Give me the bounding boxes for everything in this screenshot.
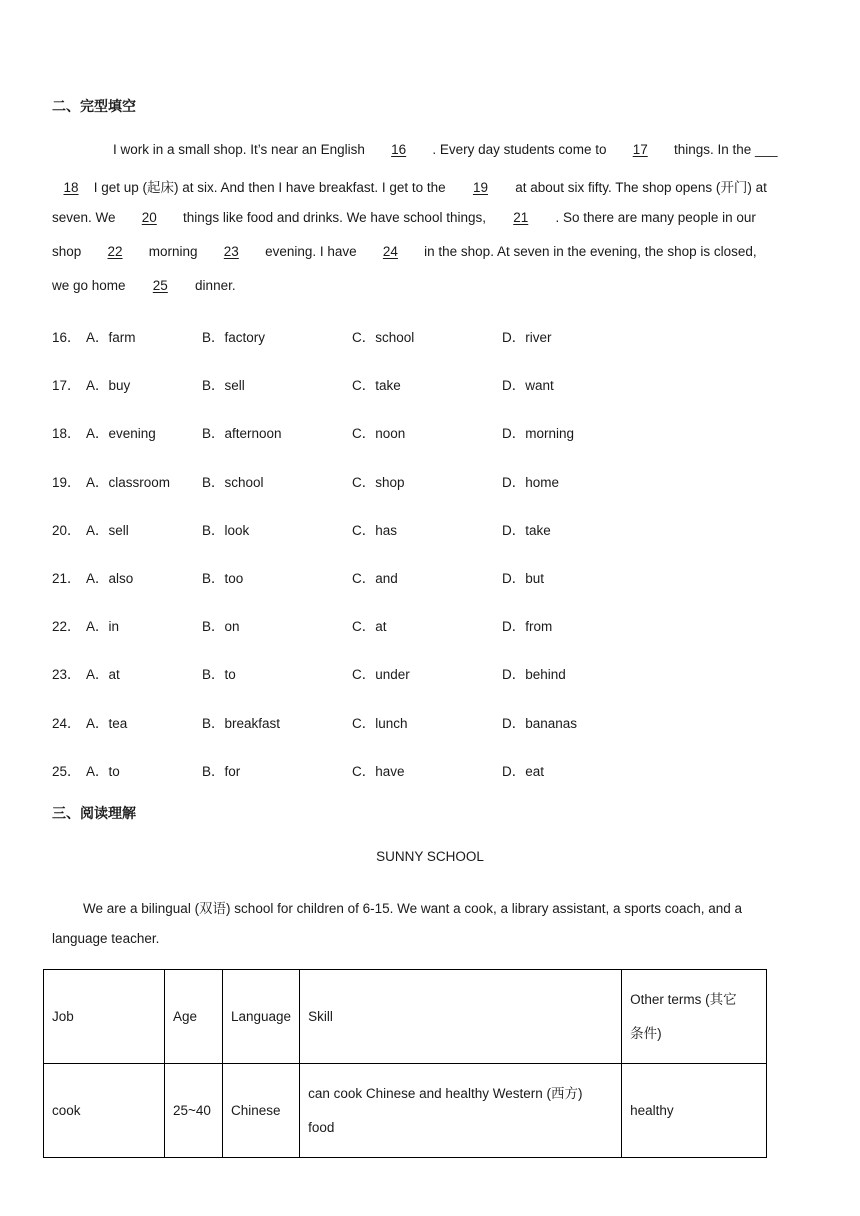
question-number: 24． <box>52 715 81 731</box>
header-job: Job <box>44 970 165 1064</box>
question-row <box>52 374 752 394</box>
option-a: A．at <box>86 667 120 683</box>
reading-title: SUNNY SCHOOL <box>376 849 484 864</box>
option-b: B．afternoon <box>202 426 282 442</box>
header-skill: Skill <box>300 970 622 1064</box>
header-other-terms <box>622 970 767 1064</box>
blank-24: 24 <box>382 244 398 259</box>
cell-other-terms: healthy <box>622 1064 767 1158</box>
question-number: 18． <box>52 426 81 442</box>
option-c: C．shop <box>352 474 405 490</box>
passage-text: morning <box>145 244 202 259</box>
passage-text: shop <box>52 244 86 259</box>
question-number: 25． <box>52 763 81 779</box>
passage-text: . Every day students come to <box>428 142 611 157</box>
cloze-section-heading: 二、完型填空 <box>52 99 136 115</box>
passage-line-1 <box>113 142 778 157</box>
cell-language: Chinese <box>223 1064 300 1158</box>
option-c: C．lunch <box>352 715 408 731</box>
option-c: C．noon <box>352 426 406 442</box>
cell-skill <box>300 1064 622 1158</box>
option-a: A．buy <box>86 378 131 394</box>
option-b: B．school <box>202 474 264 490</box>
question-row <box>52 663 752 683</box>
option-d: D．morning <box>502 426 575 442</box>
option-d: D．from <box>502 619 553 635</box>
table-row <box>44 1064 767 1158</box>
blank-23: 23 <box>223 244 239 259</box>
blank-21: 21 <box>513 210 529 225</box>
passage-text: at about six fifty. The shop opens (开门) at <box>511 180 767 195</box>
option-d: D．home <box>502 474 560 490</box>
reading-intro-line-2: language teacher. <box>52 931 160 946</box>
option-b: B．factory <box>202 330 266 345</box>
jobs-table <box>43 969 767 1158</box>
blank-20: 20 <box>141 210 157 225</box>
header-age: Age <box>165 970 223 1064</box>
question-number: 21． <box>52 571 81 586</box>
blank-22: 22 <box>107 244 123 259</box>
option-a: A．farm <box>86 330 136 345</box>
cell-age: 25~40 <box>165 1064 223 1158</box>
option-b: B．to <box>202 667 236 683</box>
question-number: 17． <box>52 378 81 394</box>
cell-skill-line-2: food <box>308 1119 335 1135</box>
passage-text: things. In the <box>670 142 756 157</box>
blank-25: 25 <box>152 278 168 293</box>
option-d: D．river <box>502 330 552 345</box>
reading-intro-line-1: We are a bilingual (双语) school for children of 6-15. We want a cook, a library assistant, a sports coach, and a <box>83 901 743 916</box>
option-a: A．evening <box>86 426 156 442</box>
cell-skill-line-1: can cook Chinese and healthy Western (西方) <box>308 1085 583 1101</box>
option-c: C．have <box>352 763 405 779</box>
question-number: 16． <box>52 330 81 345</box>
passage-text: we go home <box>52 278 130 293</box>
passage-text: things like food and drinks. We have school things, <box>179 210 490 225</box>
option-b: B．breakfast <box>202 715 281 731</box>
passage-line-2 <box>52 176 767 196</box>
question-row <box>52 760 752 780</box>
question-row <box>52 471 752 491</box>
blank-17: 17 <box>632 142 648 157</box>
option-c: C．school <box>352 330 415 345</box>
question-row <box>52 422 752 442</box>
passage-line-4 <box>52 244 757 259</box>
question-number: 20． <box>52 522 81 538</box>
header-language: Language <box>223 970 300 1064</box>
option-d: D．behind <box>502 667 566 683</box>
option-a: A．in <box>86 619 120 635</box>
question-row <box>52 519 752 539</box>
option-a: A．classroom <box>86 474 171 490</box>
question-row <box>52 712 752 732</box>
option-d: D．bananas <box>502 715 578 731</box>
passage-text: in the shop. At seven in the evening, the shop is closed, <box>420 244 757 259</box>
option-d: D．want <box>502 378 554 394</box>
option-c: C．at <box>352 619 387 635</box>
passage-line-5 <box>52 278 236 293</box>
blank-19: 19 <box>472 180 488 195</box>
option-a: A．also <box>86 571 134 586</box>
passage-text: dinner. <box>191 278 236 293</box>
blank-16: 16 <box>391 142 407 157</box>
option-a: A．to <box>86 763 120 779</box>
passage-text: I work in a small shop. It’s near an English <box>113 142 369 157</box>
option-d: D．but <box>502 571 545 586</box>
passage-text: I get up (起床) at six. And then I have breakfast. I get to the <box>90 180 450 195</box>
option-c: C．and <box>352 571 398 586</box>
option-b: B．look <box>202 522 250 538</box>
question-row <box>52 326 752 346</box>
option-c: C．take <box>352 378 401 394</box>
table-header-row <box>44 970 767 1064</box>
question-number: 19． <box>52 474 81 490</box>
option-b: B．sell <box>202 378 245 394</box>
passage-line-3 <box>52 210 756 225</box>
passage-text: seven. We <box>52 210 120 225</box>
question-row <box>52 615 752 635</box>
header-other-line-2: 条件) <box>630 1025 662 1041</box>
option-d: D．eat <box>502 763 545 779</box>
passage-text: . So there are many people in our <box>551 210 756 225</box>
blank-18: 18 <box>63 180 79 195</box>
option-d: D．take <box>502 522 551 538</box>
question-row <box>52 567 752 587</box>
passage-text: evening. I have <box>261 244 361 259</box>
option-a: A．tea <box>86 715 128 731</box>
blank-18-start: ___ <box>755 142 778 157</box>
option-b: B．for <box>202 763 241 779</box>
option-b: B．on <box>202 619 240 635</box>
option-c: C．under <box>352 667 410 683</box>
option-b: B．too <box>202 571 244 586</box>
reading-section-heading: 三、阅读理解 <box>52 806 136 822</box>
cell-job: cook <box>44 1064 165 1158</box>
option-c: C．has <box>352 522 398 538</box>
question-number: 23． <box>52 667 81 683</box>
option-a: A．sell <box>86 522 129 538</box>
question-number: 22． <box>52 619 81 635</box>
header-other-line-1: Other terms (其它 <box>630 991 737 1007</box>
